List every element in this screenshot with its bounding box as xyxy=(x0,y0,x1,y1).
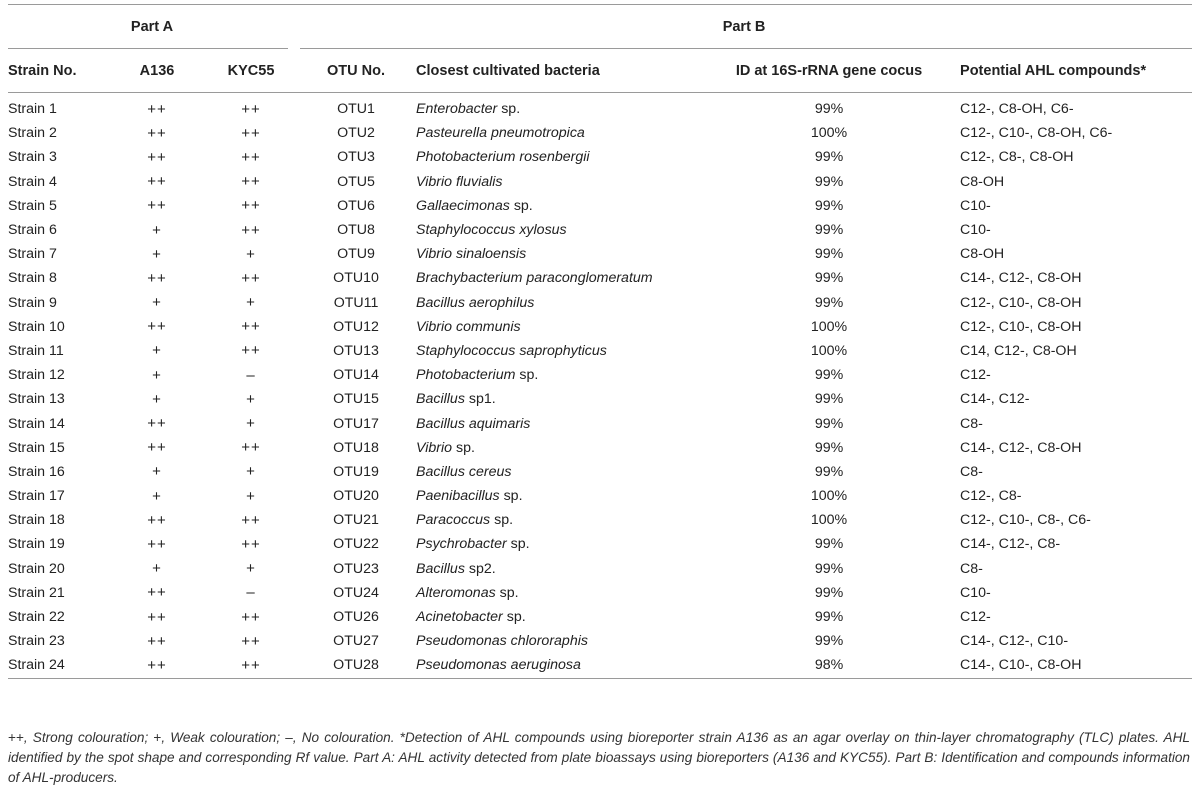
cell-kyc55: ++ xyxy=(241,124,261,142)
cell-kyc55: + xyxy=(246,463,256,481)
table-row xyxy=(8,242,1192,266)
bacteria-suffix: sp. xyxy=(502,609,526,626)
bacteria-suffix: sp. xyxy=(509,197,533,214)
cell-id-16s: 99% xyxy=(814,609,844,626)
cell-a136: + xyxy=(152,221,162,239)
table-container xyxy=(8,4,1192,679)
cell-a136: ++ xyxy=(147,439,167,457)
cell-ahl-compounds: C14-, C12- xyxy=(960,391,1030,408)
cell-id-16s: 99% xyxy=(814,222,844,239)
cell-a136: ++ xyxy=(147,100,167,118)
cell-closest-bacteria xyxy=(416,484,698,508)
cell-a136: + xyxy=(152,487,162,505)
table-row xyxy=(8,436,1192,460)
cell-ahl-compounds: C12-, C10-, C8-OH xyxy=(960,318,1082,335)
cell-closest-bacteria xyxy=(416,339,698,363)
ahl-table xyxy=(8,4,1192,679)
column-header-row xyxy=(8,49,1192,93)
bacteria-suffix: sp. xyxy=(506,536,530,553)
col-strain-no: Strain No. xyxy=(8,49,108,93)
cell-closest-bacteria xyxy=(416,242,698,266)
cell-id-16s: 99% xyxy=(814,367,844,384)
cell-id-16s: 99% xyxy=(814,294,844,311)
cell-closest-bacteria xyxy=(416,605,698,629)
cell-strain: Strain 16 xyxy=(8,463,65,480)
cell-id-16s: 99% xyxy=(814,391,844,408)
cell-a136: ++ xyxy=(147,632,167,650)
cell-closest-bacteria xyxy=(416,460,698,484)
table-row xyxy=(8,194,1192,218)
cell-closest-bacteria xyxy=(416,557,698,581)
cell-otu: OTU13 xyxy=(333,342,379,359)
footnote-strong-symbol: ++ xyxy=(8,730,24,745)
cell-ahl-compounds: C14-, C12-, C8-OH xyxy=(960,270,1082,287)
bacteria-suffix: sp. xyxy=(452,439,475,456)
cell-otu: OTU8 xyxy=(337,222,375,239)
col-a136: A136 xyxy=(108,49,206,93)
cell-a136: ++ xyxy=(147,415,167,433)
cell-otu: OTU22 xyxy=(333,536,379,553)
bacteria-name: Enterobacter xyxy=(416,101,498,118)
cell-kyc55: + xyxy=(246,245,256,263)
cell-id-16s: 100% xyxy=(810,125,848,142)
cell-a136: ++ xyxy=(147,173,167,191)
table-row xyxy=(8,266,1192,290)
cell-a136: + xyxy=(152,390,162,408)
cell-strain: Strain 9 xyxy=(8,294,57,311)
cell-ahl-compounds: C10- xyxy=(960,584,991,601)
bacteria-name: Pasteurella pneumotropica xyxy=(416,125,585,142)
cell-closest-bacteria xyxy=(416,387,698,411)
cell-closest-bacteria xyxy=(416,93,698,122)
cell-ahl-compounds: C8- xyxy=(960,415,983,432)
col-ahl-compounds: Potential AHL compounds* xyxy=(960,49,1192,93)
cell-otu: OTU5 xyxy=(337,173,375,190)
cell-otu: OTU11 xyxy=(333,294,379,311)
cell-otu: OTU2 xyxy=(337,125,375,142)
cell-strain: Strain 19 xyxy=(8,536,65,553)
bacteria-name: Photobacterium rosenbergii xyxy=(416,149,590,166)
cell-ahl-compounds: C8- xyxy=(960,560,983,577)
footnote-weak-symbol: + xyxy=(153,730,162,745)
cell-ahl-compounds: C8-OH xyxy=(960,246,1005,263)
bacteria-suffix: sp. xyxy=(497,101,521,118)
cell-ahl-compounds: C14, C12-, C8-OH xyxy=(960,342,1077,359)
cell-strain: Strain 11 xyxy=(8,342,64,359)
cell-kyc55: ++ xyxy=(241,535,261,553)
table-footnote xyxy=(8,728,1190,788)
cell-ahl-compounds: C12-, C8-, C8-OH xyxy=(960,149,1074,166)
cell-otu: OTU26 xyxy=(333,609,379,626)
cell-kyc55: + xyxy=(246,415,256,433)
cell-ahl-compounds: C14-, C12-, C8- xyxy=(960,536,1061,553)
cell-strain: Strain 1 xyxy=(8,101,57,118)
table-row xyxy=(8,145,1192,169)
cell-strain: Strain 24 xyxy=(8,657,65,674)
cell-closest-bacteria xyxy=(416,581,698,605)
table-row xyxy=(8,387,1192,411)
cell-kyc55: ++ xyxy=(241,100,261,118)
table-row xyxy=(8,315,1192,339)
cell-kyc55: + xyxy=(246,560,256,578)
cell-otu: OTU1 xyxy=(337,101,375,118)
cell-strain: Strain 14 xyxy=(8,415,65,432)
cell-ahl-compounds: C14-, C12-, C8-OH xyxy=(960,439,1082,456)
cell-id-16s: 100% xyxy=(810,512,848,529)
cell-closest-bacteria xyxy=(416,363,698,387)
cell-kyc55: ++ xyxy=(241,342,261,360)
table-row xyxy=(8,653,1192,678)
cell-id-16s: 99% xyxy=(814,415,844,432)
table-body xyxy=(8,93,1192,679)
cell-kyc55: ++ xyxy=(241,632,261,650)
cell-otu: OTU23 xyxy=(333,560,379,577)
table-row xyxy=(8,484,1192,508)
cell-closest-bacteria xyxy=(416,629,698,653)
cell-otu: OTU20 xyxy=(333,488,379,505)
cell-strain: Strain 20 xyxy=(8,560,65,577)
col-otu-no: OTU No. xyxy=(296,49,416,93)
cell-closest-bacteria xyxy=(416,121,698,145)
cell-strain: Strain 17 xyxy=(8,488,65,505)
bacteria-name: Bacillus cereus xyxy=(416,463,512,480)
cell-closest-bacteria xyxy=(416,218,698,242)
col-closest-bacteria: Closest cultivated bacteria xyxy=(416,49,698,93)
cell-kyc55: ++ xyxy=(241,173,261,191)
cell-otu: OTU15 xyxy=(333,391,379,408)
cell-closest-bacteria xyxy=(416,411,698,435)
cell-a136: + xyxy=(152,366,162,384)
bacteria-name: Staphylococcus saprophyticus xyxy=(416,342,607,359)
cell-id-16s: 99% xyxy=(814,101,844,118)
cell-closest-bacteria xyxy=(416,266,698,290)
cell-closest-bacteria xyxy=(416,436,698,460)
cell-kyc55: ++ xyxy=(241,511,261,529)
bacteria-name: Alteromonas xyxy=(416,584,496,601)
cell-id-16s: 98% xyxy=(814,657,844,674)
col-id-16s: ID at 16S-rRNA gene cocus xyxy=(698,49,960,93)
cell-kyc55: ++ xyxy=(241,197,261,215)
cell-ahl-compounds: C12-, C8- xyxy=(960,488,1022,505)
cell-kyc55: – xyxy=(246,584,256,602)
table-row xyxy=(8,508,1192,532)
cell-strain: Strain 2 xyxy=(8,125,57,142)
cell-a136: + xyxy=(152,245,162,263)
bacteria-suffix: sp. xyxy=(495,584,519,601)
cell-strain: Strain 22 xyxy=(8,609,65,626)
table-row xyxy=(8,339,1192,363)
bacteria-name: Psychrobacter xyxy=(416,536,507,553)
cell-otu: OTU14 xyxy=(333,367,379,384)
cell-strain: Strain 7 xyxy=(8,246,57,263)
cell-closest-bacteria xyxy=(416,315,698,339)
table-row xyxy=(8,363,1192,387)
cell-id-16s: 99% xyxy=(814,246,844,263)
bacteria-name: Vibrio sinaloensis xyxy=(416,246,527,263)
cell-a136: ++ xyxy=(147,318,167,336)
cell-otu: OTU3 xyxy=(337,149,375,166)
cell-id-16s: 99% xyxy=(814,536,844,553)
bacteria-suffix: sp. xyxy=(515,367,539,384)
bacteria-name: Vibrio xyxy=(416,439,453,456)
cell-a136: ++ xyxy=(147,197,167,215)
cell-a136: ++ xyxy=(147,148,167,166)
footnote-none-text: , No colouration. *Detection of AHL compounds using bioreporter strain A136 as an agar overlay on thin-layer chromatography (TLC) plates. AHL identified by the spot shape and corresponding Rf value. Part A: AHL activity detected from plate bioassays using bioreporters (A136 and KYC55). Part B: Identification and compounds information of AHL-producers. xyxy=(8,730,1190,785)
bacteria-name: Bacillus aquimaris xyxy=(416,415,531,432)
cell-otu: OTU6 xyxy=(337,197,375,214)
cell-closest-bacteria xyxy=(416,145,698,169)
cell-otu: OTU27 xyxy=(333,633,379,650)
cell-kyc55: – xyxy=(246,366,256,384)
cell-strain: Strain 18 xyxy=(8,512,65,529)
cell-a136: ++ xyxy=(147,269,167,287)
cell-id-16s: 99% xyxy=(814,270,844,287)
cell-a136: ++ xyxy=(147,584,167,602)
bacteria-name: Paracoccus xyxy=(416,512,491,529)
cell-strain: Strain 3 xyxy=(8,149,57,166)
cell-strain: Strain 6 xyxy=(8,222,57,239)
bacteria-name: Acinetobacter xyxy=(416,609,503,626)
cell-id-16s: 99% xyxy=(814,173,844,190)
bacteria-suffix: sp1. xyxy=(464,391,496,408)
bacteria-suffix: sp2. xyxy=(464,560,496,577)
cell-otu: OTU21 xyxy=(333,512,379,529)
cell-a136: ++ xyxy=(147,656,167,674)
table-row xyxy=(8,121,1192,145)
cell-kyc55: ++ xyxy=(241,269,261,287)
bacteria-name: Paenibacillus xyxy=(416,488,500,505)
part-a-header: Part A xyxy=(8,5,296,50)
cell-closest-bacteria xyxy=(416,508,698,532)
cell-strain: Strain 12 xyxy=(8,367,65,384)
cell-kyc55: ++ xyxy=(241,148,261,166)
table-row xyxy=(8,581,1192,605)
cell-id-16s: 99% xyxy=(814,560,844,577)
cell-id-16s: 99% xyxy=(814,149,844,166)
cell-ahl-compounds: C10- xyxy=(960,222,991,239)
cell-id-16s: 100% xyxy=(810,318,848,335)
cell-a136: ++ xyxy=(147,511,167,529)
cell-ahl-compounds: C10- xyxy=(960,197,991,214)
bacteria-suffix: sp. xyxy=(490,512,514,529)
cell-otu: OTU24 xyxy=(333,584,379,601)
cell-kyc55: ++ xyxy=(241,656,261,674)
cell-ahl-compounds: C12-, C10-, C8-, C6- xyxy=(960,512,1091,529)
table-row xyxy=(8,557,1192,581)
cell-kyc55: + xyxy=(246,487,256,505)
cell-a136: + xyxy=(152,294,162,312)
cell-otu: OTU19 xyxy=(333,463,379,480)
bacteria-name: Pseudomonas aeruginosa xyxy=(416,657,581,674)
col-kyc55: KYC55 xyxy=(206,49,296,93)
bacteria-name: Pseudomonas chlororaphis xyxy=(416,633,588,650)
table-row xyxy=(8,532,1192,556)
cell-kyc55: + xyxy=(246,294,256,312)
bacteria-name: Vibrio fluvialis xyxy=(416,173,503,190)
part-b-header: Part B xyxy=(296,5,1192,50)
cell-otu: OTU18 xyxy=(333,439,379,456)
cell-kyc55: ++ xyxy=(241,608,261,626)
cell-ahl-compounds: C12-, C10-, C8-OH xyxy=(960,294,1082,311)
bacteria-suffix: sp. xyxy=(499,488,523,505)
cell-ahl-compounds: C8- xyxy=(960,463,983,480)
cell-ahl-compounds: C14-, C10-, C8-OH xyxy=(960,657,1082,674)
table-row xyxy=(8,411,1192,435)
cell-closest-bacteria xyxy=(416,170,698,194)
table-row xyxy=(8,629,1192,653)
bacteria-name: Brachybacterium paraconglomeratum xyxy=(416,270,653,287)
cell-kyc55: ++ xyxy=(241,439,261,457)
bacteria-name: Staphylococcus xylosus xyxy=(416,222,567,239)
cell-otu: OTU17 xyxy=(333,415,379,432)
cell-strain: Strain 8 xyxy=(8,270,57,287)
cell-closest-bacteria xyxy=(416,194,698,218)
cell-kyc55: ++ xyxy=(241,318,261,336)
cell-kyc55: + xyxy=(246,390,256,408)
cell-ahl-compounds: C12-, C8-OH, C6- xyxy=(960,101,1074,118)
footnote-none-symbol: – xyxy=(285,730,293,745)
cell-strain: Strain 5 xyxy=(8,197,57,214)
cell-strain: Strain 15 xyxy=(8,439,65,456)
cell-strain: Strain 4 xyxy=(8,173,57,190)
cell-a136: + xyxy=(152,342,162,360)
table-row xyxy=(8,218,1192,242)
cell-id-16s: 99% xyxy=(814,439,844,456)
cell-closest-bacteria xyxy=(416,291,698,315)
cell-kyc55: ++ xyxy=(241,221,261,239)
cell-otu: OTU10 xyxy=(333,270,379,287)
footnote-strong-text: , Strong colouration; xyxy=(23,730,154,745)
bacteria-name: Vibrio communis xyxy=(416,318,521,335)
cell-id-16s: 100% xyxy=(810,342,848,359)
cell-a136: ++ xyxy=(147,124,167,142)
cell-a136: ++ xyxy=(147,535,167,553)
part-header-row xyxy=(8,5,1192,50)
table-row xyxy=(8,291,1192,315)
bacteria-name: Bacillus aerophilus xyxy=(416,294,535,311)
cell-id-16s: 99% xyxy=(814,584,844,601)
cell-a136: + xyxy=(152,463,162,481)
cell-ahl-compounds: C8-OH xyxy=(960,173,1005,190)
cell-ahl-compounds: C12- xyxy=(960,609,991,626)
cell-id-16s: 99% xyxy=(814,633,844,650)
table-row xyxy=(8,460,1192,484)
bacteria-name: Photobacterium xyxy=(416,367,516,384)
cell-closest-bacteria xyxy=(416,532,698,556)
table-row xyxy=(8,605,1192,629)
cell-otu: OTU9 xyxy=(337,246,375,263)
cell-strain: Strain 13 xyxy=(8,391,65,408)
table-row xyxy=(8,93,1192,122)
bacteria-name: Bacillus xyxy=(416,560,465,577)
bacteria-name: Bacillus xyxy=(416,391,465,408)
cell-strain: Strain 10 xyxy=(8,318,65,335)
bacteria-name: Gallaecimonas xyxy=(416,197,510,214)
cell-a136: + xyxy=(152,560,162,578)
cell-ahl-compounds: C12- xyxy=(960,367,991,384)
footnote-weak-text: , Weak colouration; xyxy=(161,730,286,745)
cell-strain: Strain 21 xyxy=(8,584,65,601)
table-row xyxy=(8,170,1192,194)
cell-strain: Strain 23 xyxy=(8,633,65,650)
cell-otu: OTU28 xyxy=(333,657,379,674)
cell-id-16s: 99% xyxy=(814,463,844,480)
cell-closest-bacteria xyxy=(416,653,698,678)
cell-id-16s: 99% xyxy=(814,197,844,214)
cell-ahl-compounds: C14-, C12-, C10- xyxy=(960,633,1069,650)
cell-a136: ++ xyxy=(147,608,167,626)
cell-id-16s: 100% xyxy=(810,488,848,505)
cell-otu: OTU12 xyxy=(333,318,379,335)
cell-ahl-compounds: C12-, C10-, C8-OH, C6- xyxy=(960,125,1113,142)
